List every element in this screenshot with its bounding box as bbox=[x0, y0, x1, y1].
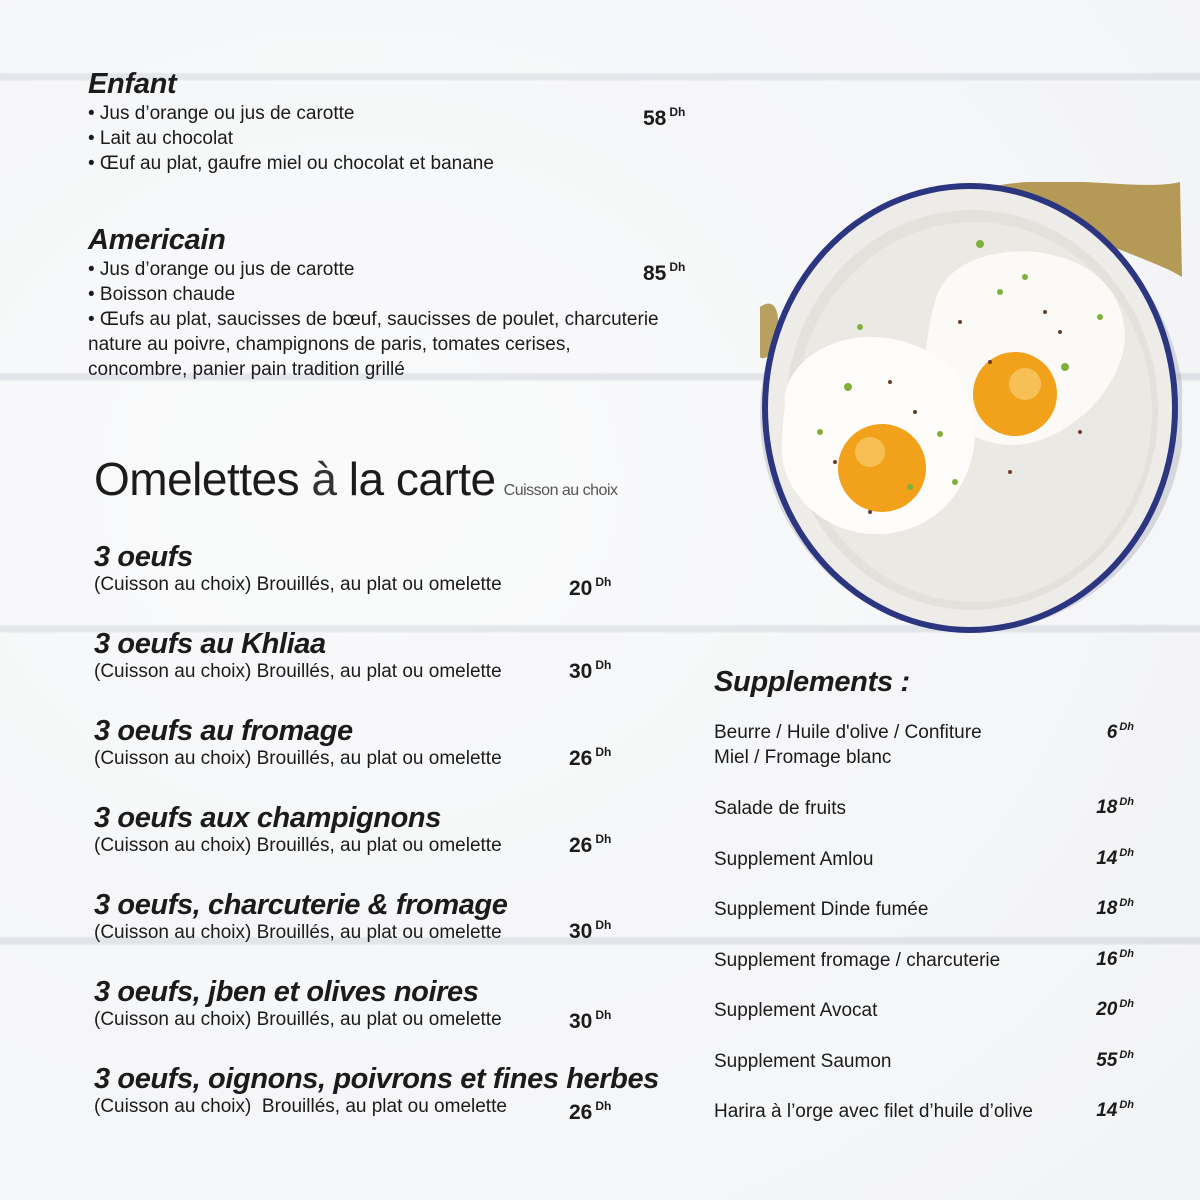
price-currency: Dh bbox=[1119, 1099, 1134, 1111]
breakfast-americain bbox=[88, 224, 728, 382]
price-value: 14 bbox=[1096, 848, 1118, 869]
price-currency: Dh bbox=[669, 105, 686, 119]
price-currency: Dh bbox=[669, 260, 686, 274]
price-value: 30 bbox=[569, 1010, 593, 1033]
plate-illustration bbox=[760, 182, 1182, 634]
supplement-price bbox=[1074, 948, 1134, 971]
breakfast-price bbox=[643, 105, 685, 131]
supplement-price bbox=[1074, 998, 1134, 1021]
price-currency: Dh bbox=[595, 658, 612, 672]
supplement-label: Salade de fruits bbox=[714, 798, 847, 819]
supplement-label: Harira à l’orge avec filet d’huile d’olive bbox=[714, 1101, 1033, 1122]
breakfast-title: Americain bbox=[88, 224, 226, 256]
menu-item bbox=[94, 889, 507, 944]
price-value: 18 bbox=[1096, 797, 1118, 818]
section-title-part: la carte bbox=[348, 453, 496, 505]
menu-item-price bbox=[569, 918, 611, 944]
breakfast-enfant bbox=[88, 68, 708, 176]
menu-item-name: 3 oeufs au fromage bbox=[94, 715, 353, 747]
price-value: 26 bbox=[569, 834, 593, 857]
menu-item bbox=[94, 541, 502, 596]
price-value: 18 bbox=[1096, 898, 1118, 919]
menu-item bbox=[94, 976, 502, 1031]
price-value: 20 bbox=[569, 577, 593, 600]
price-currency: Dh bbox=[1119, 897, 1134, 909]
menu-item-name: 3 oeufs au Khliaa bbox=[94, 628, 326, 660]
price-value: 16 bbox=[1096, 949, 1118, 970]
menu-item-name: 3 oeufs aux champignons bbox=[94, 802, 441, 834]
supplement-price bbox=[1074, 897, 1134, 920]
supplement-label: Miel / Fromage blanc bbox=[714, 747, 892, 768]
supplement-label: Supplement Avocat bbox=[714, 1000, 878, 1021]
price-value: 55 bbox=[1096, 1050, 1118, 1071]
menu-item-price bbox=[569, 745, 611, 771]
supplement-label: Supplement Amlou bbox=[714, 849, 874, 870]
menu-item bbox=[94, 715, 502, 770]
price-value: 6 bbox=[1106, 722, 1118, 743]
section-title-part: Omelettes bbox=[94, 453, 300, 505]
price-currency: Dh bbox=[1119, 998, 1134, 1010]
breakfast-line: nature au poivre, champignons de paris, tomates cerises, bbox=[88, 334, 571, 355]
fried-eggs-plate-image bbox=[760, 182, 1182, 634]
menu-item-name: 3 oeufs, oignons, poivrons et fines herbes bbox=[94, 1063, 659, 1095]
supplement-price bbox=[1074, 847, 1134, 870]
price-value: 26 bbox=[569, 1101, 593, 1124]
price-value: 26 bbox=[569, 747, 593, 770]
breakfast-price bbox=[643, 260, 685, 286]
menu-item-description: (Cuisson au choix) Brouillés, au plat ou omelette bbox=[94, 661, 502, 682]
section-title-part: à bbox=[311, 453, 337, 505]
breakfast-line: • Œuf au plat, gaufre miel ou chocolat et banane bbox=[88, 153, 494, 174]
menu-item-price bbox=[569, 575, 611, 601]
price-currency: Dh bbox=[1119, 721, 1134, 733]
menu-item-price bbox=[569, 658, 611, 684]
price-currency: Dh bbox=[595, 1099, 612, 1113]
price-value: 20 bbox=[1096, 999, 1118, 1020]
supplement-price bbox=[1074, 1099, 1134, 1122]
price-value: 85 bbox=[643, 262, 667, 285]
supplements-title: Supplements : bbox=[714, 666, 910, 698]
menu-item-name: 3 oeufs bbox=[94, 541, 193, 573]
breakfast-line: • Jus d’orange ou jus de carotte bbox=[88, 259, 355, 280]
menu-item-description: (Cuisson au choix) Brouillés, au plat ou omelette bbox=[94, 835, 502, 856]
menu-item-price bbox=[569, 832, 611, 858]
supplement-item bbox=[714, 720, 982, 770]
menu-item bbox=[94, 628, 502, 683]
price-currency: Dh bbox=[595, 575, 612, 589]
egg-yolk bbox=[838, 424, 926, 512]
breakfast-line: • Jus d’orange ou jus de carotte bbox=[88, 103, 355, 124]
price-value: 30 bbox=[569, 920, 593, 943]
supplement-label: Supplement Saumon bbox=[714, 1051, 892, 1072]
price-value: 14 bbox=[1096, 1100, 1118, 1121]
price-currency: Dh bbox=[1119, 796, 1134, 808]
supplement-price bbox=[1074, 721, 1134, 744]
price-currency: Dh bbox=[595, 1008, 612, 1022]
breakfast-line: • Œufs au plat, saucisses de bœuf, saucisses de poulet, charcuterie bbox=[88, 309, 659, 330]
section-note: Cuisson au choix bbox=[503, 482, 618, 499]
menu-item-description: (Cuisson au choix) Brouillés, au plat ou omelette bbox=[94, 1096, 507, 1117]
supplement-price bbox=[1074, 796, 1134, 819]
menu-item-price bbox=[569, 1099, 611, 1125]
price-currency: Dh bbox=[1119, 1049, 1134, 1061]
price-value: 58 bbox=[643, 107, 667, 130]
supplement-label: Supplement Dinde fumée bbox=[714, 899, 929, 920]
price-currency: Dh bbox=[595, 918, 612, 932]
menu-item-price bbox=[569, 1008, 611, 1034]
price-currency: Dh bbox=[595, 832, 612, 846]
menu-item bbox=[94, 802, 502, 857]
menu-item-description: (Cuisson au choix) Brouillés, au plat ou omelette bbox=[94, 922, 502, 943]
price-currency: Dh bbox=[1119, 948, 1134, 960]
price-currency: Dh bbox=[595, 745, 612, 759]
menu-item-name: 3 oeufs, jben et olives noires bbox=[94, 976, 479, 1008]
breakfast-title: Enfant bbox=[88, 68, 177, 100]
price-currency: Dh bbox=[1119, 847, 1134, 859]
supplement-label: Supplement fromage / charcuterie bbox=[714, 950, 1001, 971]
menu-item-description: (Cuisson au choix) Brouillés, au plat ou omelette bbox=[94, 574, 502, 595]
breakfast-line: • Boisson chaude bbox=[88, 284, 236, 305]
price-value: 30 bbox=[569, 660, 593, 683]
breakfast-line: concombre, panier pain tradition grillé bbox=[88, 359, 405, 380]
supplement-label: Beurre / Huile d'olive / Confiture bbox=[714, 722, 982, 743]
menu-item-description: (Cuisson au choix) Brouillés, au plat ou omelette bbox=[94, 1009, 502, 1030]
omelettes-section-title bbox=[94, 452, 618, 506]
menu-item-description: (Cuisson au choix) Brouillés, au plat ou omelette bbox=[94, 748, 502, 769]
supplement-price bbox=[1074, 1049, 1134, 1072]
breakfast-line: • Lait au chocolat bbox=[88, 128, 234, 149]
menu-item-name: 3 oeufs, charcuterie & fromage bbox=[94, 889, 508, 921]
